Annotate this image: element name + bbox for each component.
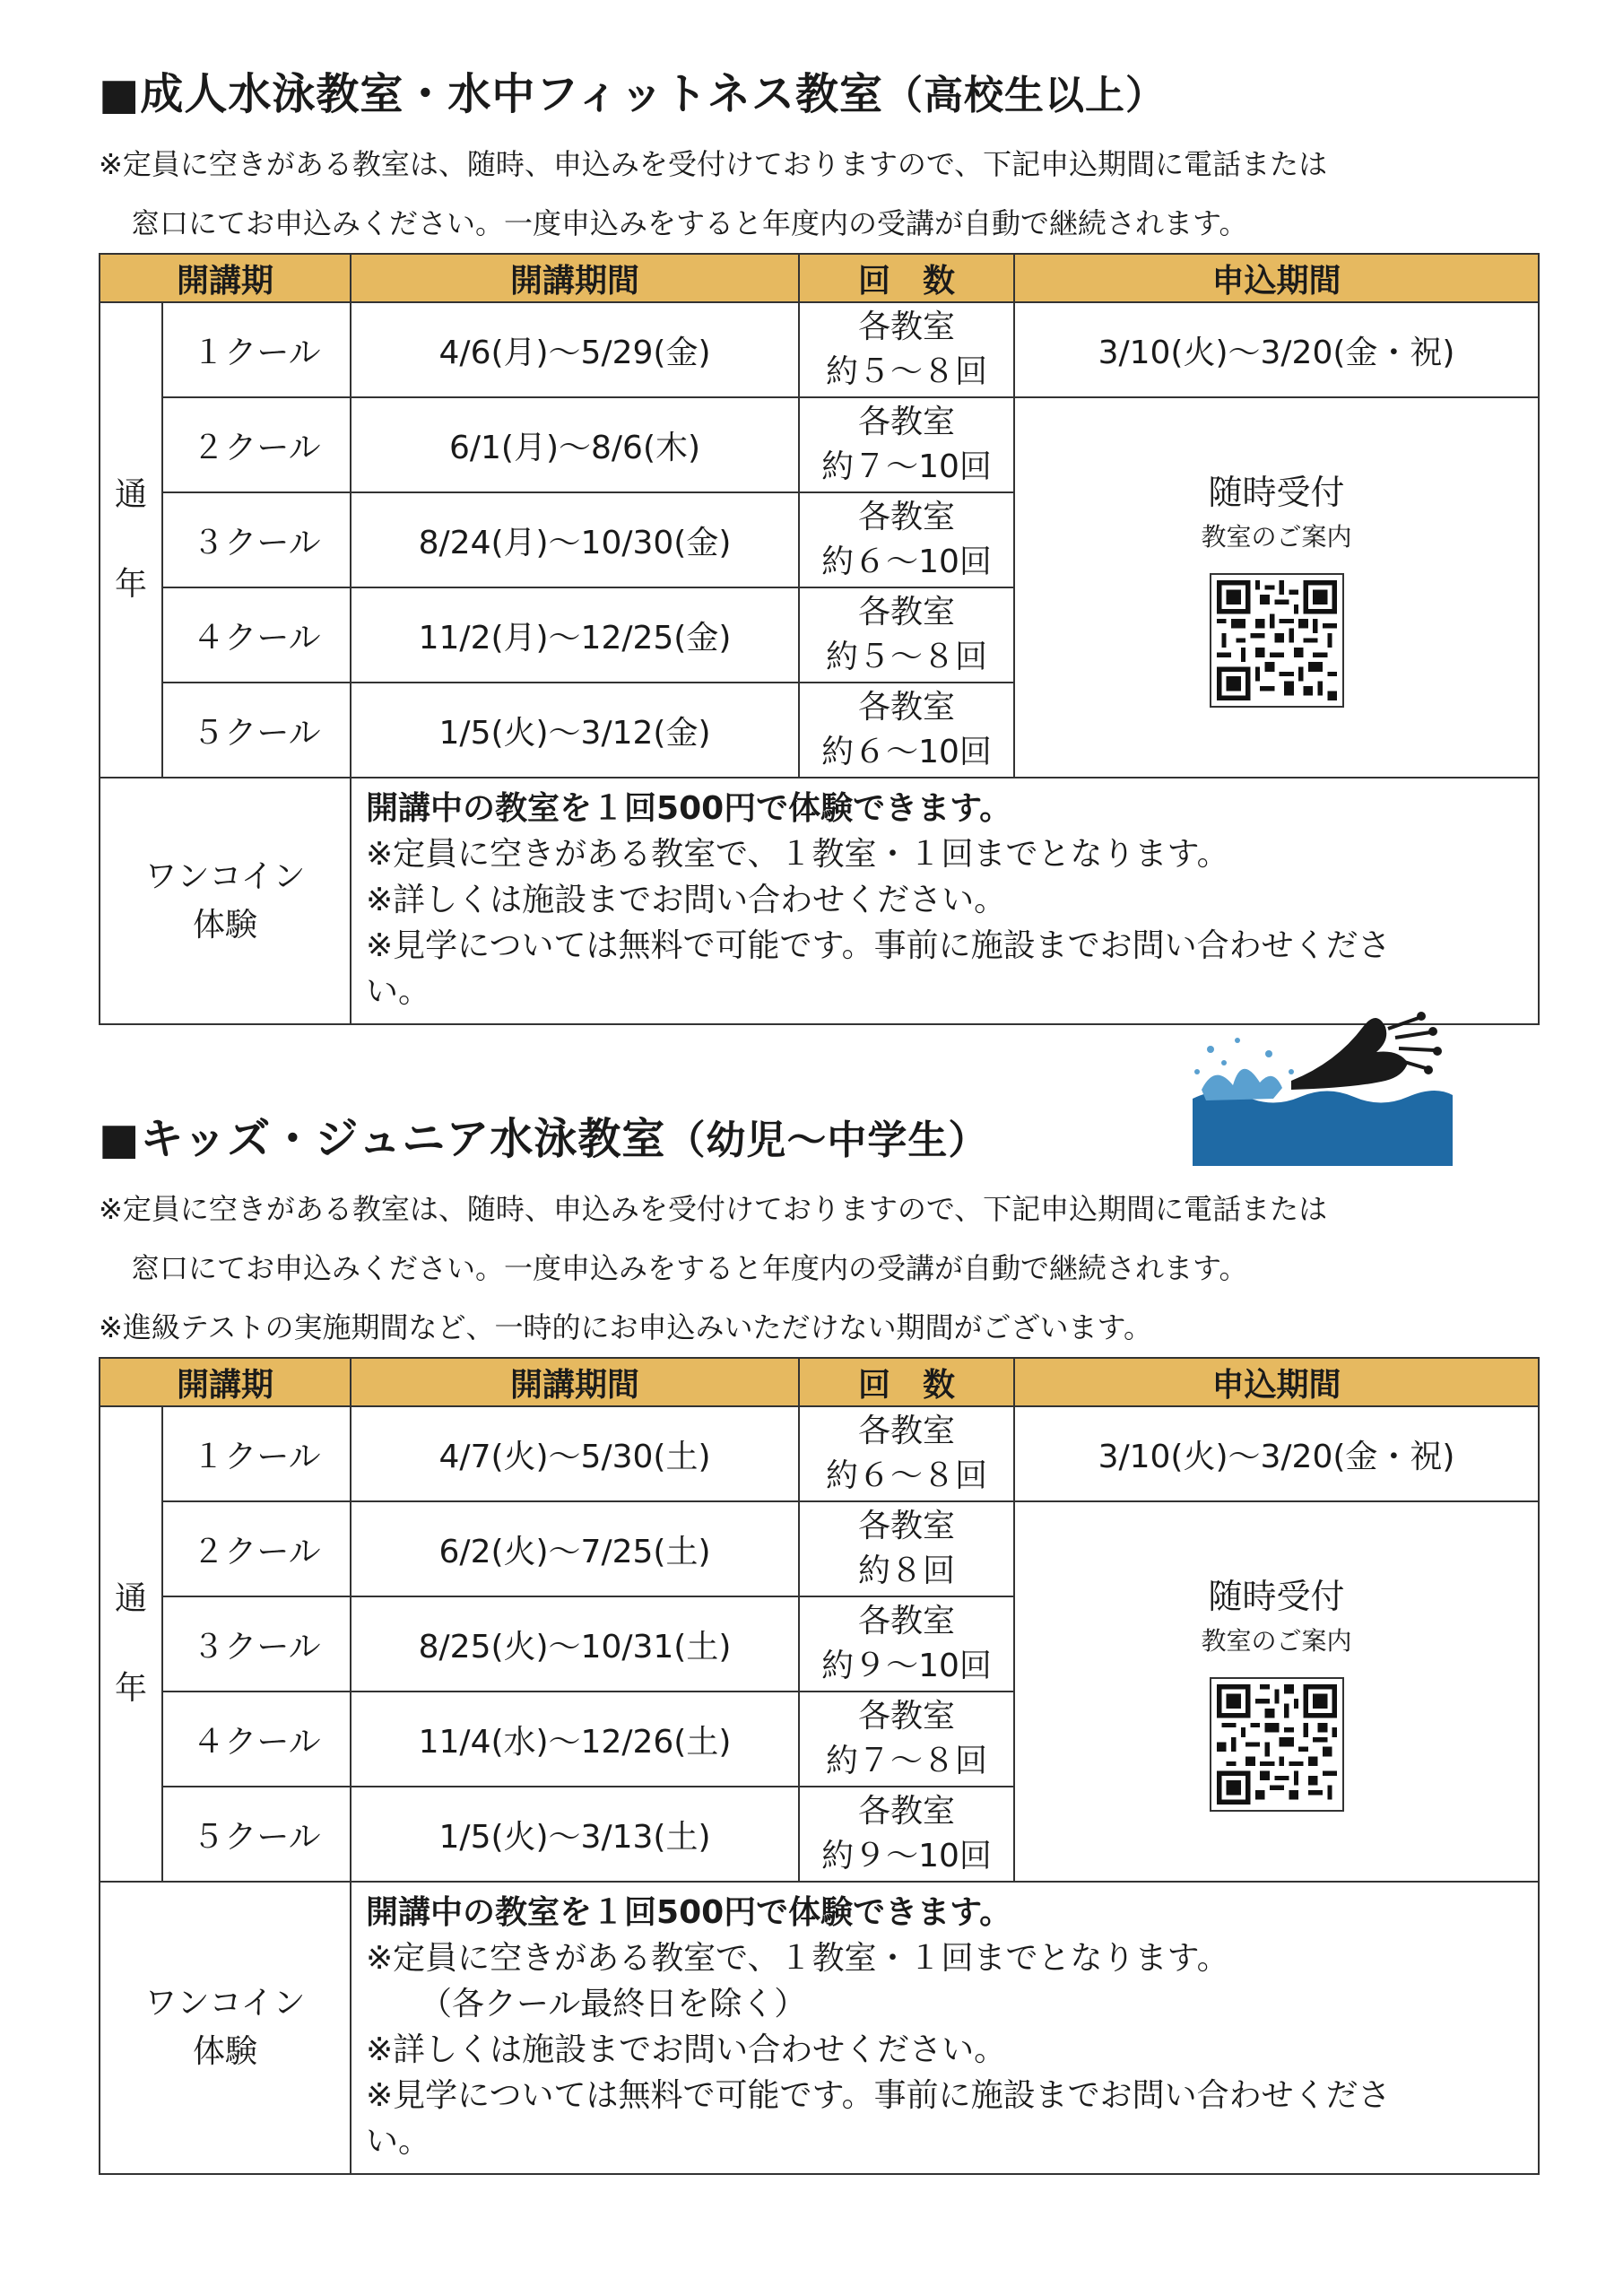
- header-count: 回 数: [799, 254, 1014, 302]
- rolling-application-cell: [1014, 397, 1539, 778]
- section-title-main: ■成人水泳教室・水中フィットネス教室: [99, 69, 884, 119]
- adult-class-section: [99, 54, 1538, 1025]
- onecoin-row: [100, 778, 1539, 1024]
- count-cell: 各教室 約５～８回: [799, 587, 1014, 683]
- table-row: [100, 1406, 1539, 1501]
- section-title: [99, 1099, 1538, 1179]
- qr-code-icon[interactable]: [1210, 573, 1344, 708]
- header-period: 開講期間: [351, 1358, 799, 1406]
- header-period: 開講期間: [351, 254, 799, 302]
- note-line: ※定員に空きがある教室は、随時、申込みを受付けておりますので、下記申込期間に電話または: [99, 1192, 1328, 1226]
- period-cell: 1/5(火)～3/12(金): [351, 683, 799, 778]
- note-line: ※進級テストの実施期間など、一時的にお申込みいただけない期間がございます。: [99, 1310, 1152, 1344]
- onecoin-description: 開講中の教室を１回500円で体験できます。 ※定員に空きがある教室で、１教室・１回までとなります。 （各クール最終日を除く） ※詳しくは施設までお問い合わせください。 ※見学については無料で可能です。事前に施設までお問い合わせくださ い。: [351, 1882, 1539, 2174]
- count-cell: 各教室 約５～８回: [799, 302, 1014, 397]
- period-cell: 6/1(月)～8/6(木): [351, 397, 799, 492]
- rolling-label: 随時受付: [1208, 1577, 1345, 1616]
- count-cell: 各教室 約７～10回: [799, 397, 1014, 492]
- onecoin-row: [100, 1882, 1539, 2174]
- period-cell: 4/6(月)～5/29(金): [351, 302, 799, 397]
- cool-label: ４クール: [162, 587, 351, 683]
- application-period-cell: 3/10(火)～3/20(金・祝): [1014, 1406, 1539, 1501]
- section-title: [99, 54, 1538, 135]
- kids-class-section: [99, 1099, 1538, 2175]
- header-term: 開講期: [100, 254, 351, 302]
- period-cell: 1/5(火)～3/13(土): [351, 1787, 799, 1882]
- cool-label: ５クール: [162, 683, 351, 778]
- table-row: [100, 302, 1539, 397]
- period-cell: 4/7(火)～5/30(土): [351, 1406, 799, 1501]
- guide-label: 教室のご案内: [1201, 522, 1352, 552]
- count-cell: 各教室 約６～10回: [799, 683, 1014, 778]
- count-cell: 各教室 約８回: [799, 1501, 1014, 1596]
- section-title-sub: （高校生以上）: [883, 73, 1167, 118]
- onecoin-label: ワンコイン 体験: [100, 1882, 351, 2174]
- period-cell: 8/24(月)～10/30(金): [351, 492, 799, 587]
- schedule-table: [99, 1357, 1540, 2175]
- cool-label: ２クール: [162, 1501, 351, 1596]
- cool-label: ４クール: [162, 1692, 351, 1787]
- header-count: 回 数: [799, 1358, 1014, 1406]
- header-application: 申込期間: [1014, 1358, 1539, 1406]
- section-title-main: ■キッズ・ジュニア水泳教室: [99, 1114, 666, 1164]
- cool-label: １クール: [162, 1406, 351, 1501]
- year-round-label: 通 年: [100, 1406, 162, 1882]
- cool-label: ３クール: [162, 1596, 351, 1692]
- count-cell: 各教室 約６～10回: [799, 492, 1014, 587]
- cool-label: ３クール: [162, 492, 351, 587]
- qr-code-icon[interactable]: [1210, 1677, 1344, 1812]
- count-cell: 各教室 約６～８回: [799, 1406, 1014, 1501]
- count-cell: 各教室 約９～10回: [799, 1596, 1014, 1692]
- header-application: 申込期間: [1014, 254, 1539, 302]
- year-round-label: 通 年: [100, 302, 162, 778]
- guide-label: 教室のご案内: [1201, 1626, 1352, 1656]
- table-header-row: [100, 254, 1539, 302]
- rolling-application-cell: [1014, 1501, 1539, 1882]
- onecoin-label: ワンコイン 体験: [100, 778, 351, 1024]
- table-row: [100, 397, 1539, 492]
- onecoin-description: 開講中の教室を１回500円で体験できます。 ※定員に空きがある教室で、１教室・１回までとなります。 ※詳しくは施設までお問い合わせください。 ※見学については無料で可能です。事前に施設までお問い合わせくださ い。: [351, 778, 1539, 1024]
- schedule-table: [99, 253, 1540, 1025]
- table-header-row: [100, 1358, 1539, 1406]
- cool-label: ２クール: [162, 397, 351, 492]
- table-row: [100, 1501, 1539, 1596]
- cool-label: ５クール: [162, 1787, 351, 1882]
- application-period-cell: 3/10(火)～3/20(金・祝): [1014, 302, 1539, 397]
- period-cell: 6/2(火)～7/25(土): [351, 1501, 799, 1596]
- count-cell: 各教室 約７～８回: [799, 1692, 1014, 1787]
- cool-label: １クール: [162, 302, 351, 397]
- header-term: 開講期: [100, 1358, 351, 1406]
- note-line: 窓口にてお申込みください。一度申込みをすると年度内の受講が自動で継続されます。: [131, 1251, 1248, 1285]
- note-line: ※定員に空きがある教室は、随時、申込みを受付けておりますので、下記申込期間に電話または: [99, 147, 1328, 181]
- section-title-sub: （幼児～中学生）: [665, 1118, 989, 1163]
- period-cell: 11/4(水)～12/26(土): [351, 1692, 799, 1787]
- count-cell: 各教室 約９～10回: [799, 1787, 1014, 1882]
- note-line: 窓口にてお申込みください。一度申込みをすると年度内の受講が自動で継続されます。: [131, 206, 1248, 240]
- rolling-label: 随時受付: [1208, 473, 1345, 512]
- period-cell: 11/2(月)～12/25(金): [351, 587, 799, 683]
- period-cell: 8/25(火)～10/31(土): [351, 1596, 799, 1692]
